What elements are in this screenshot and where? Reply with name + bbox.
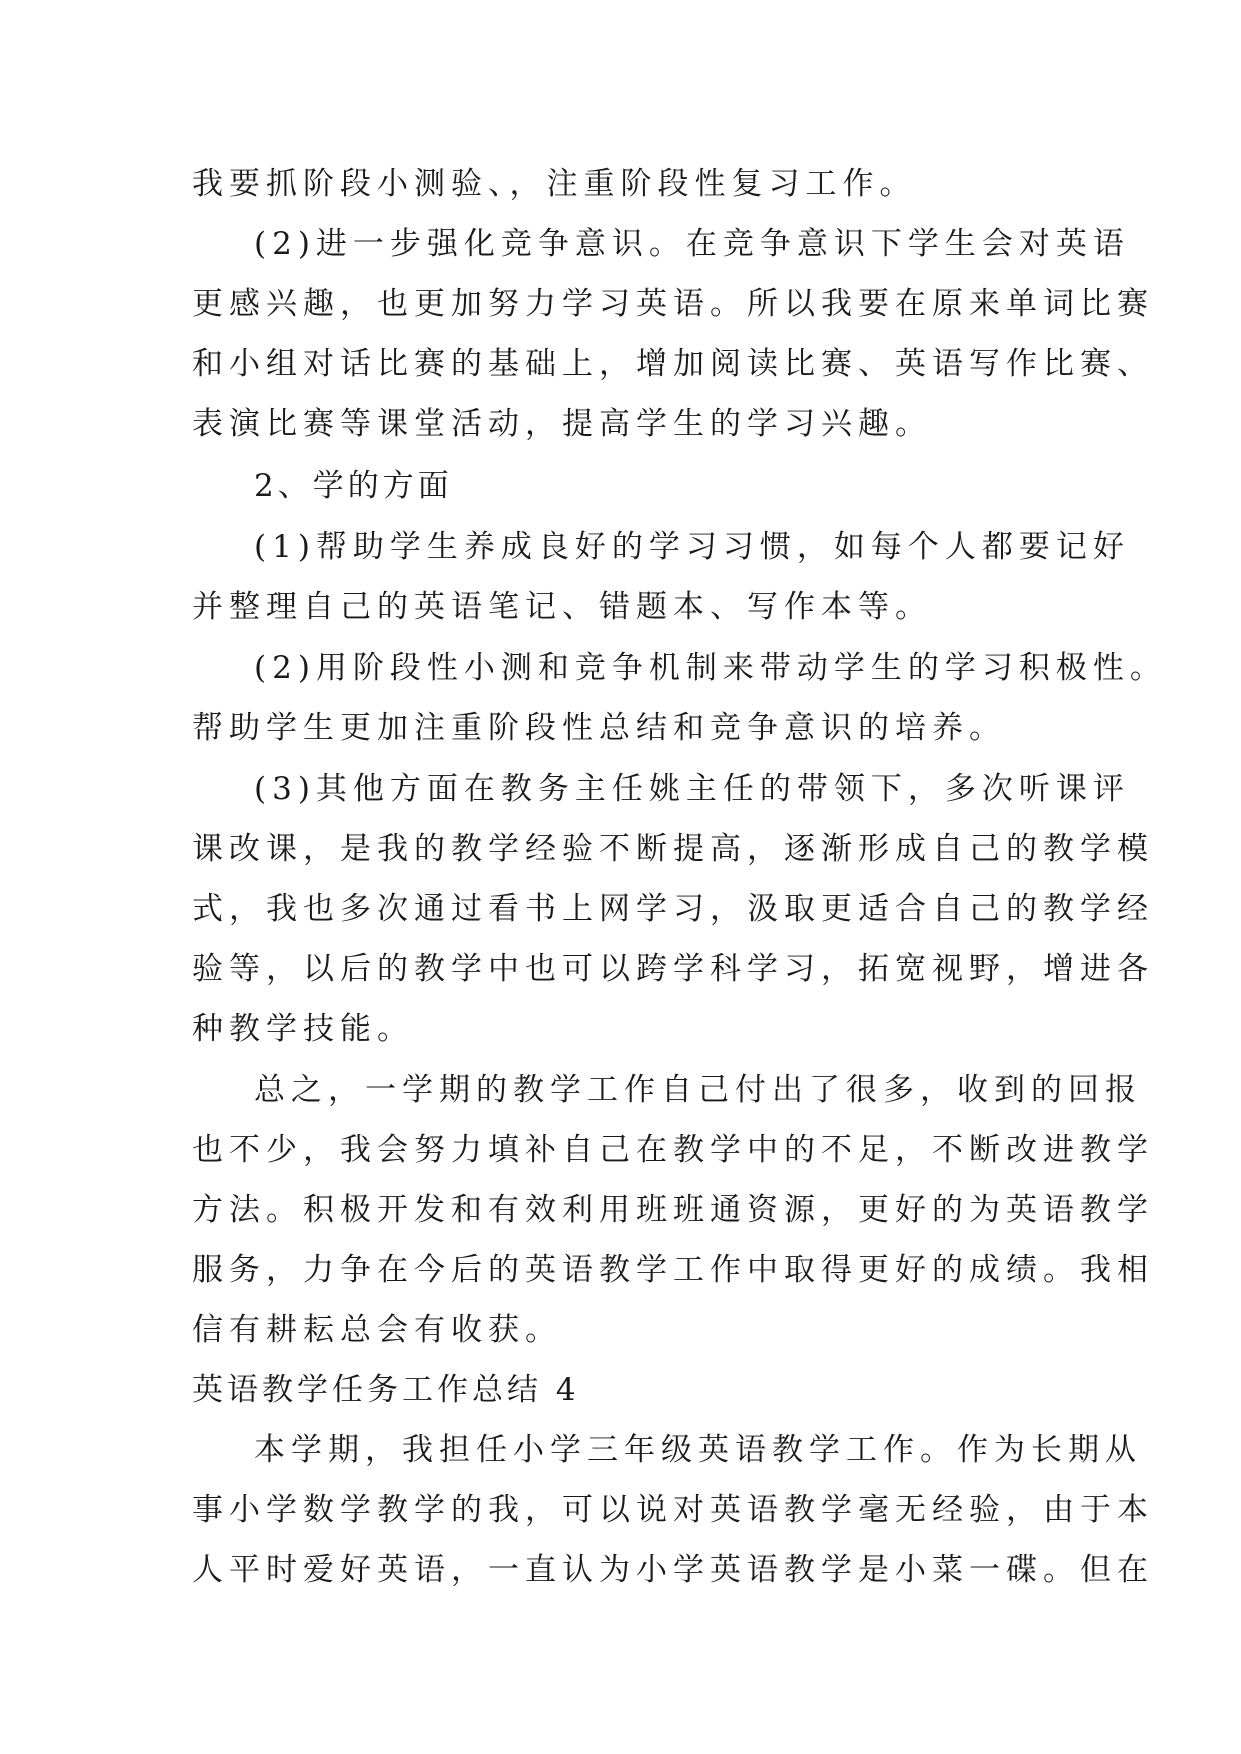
text-line: (3)其他方面在教务主任姚主任的带领下，多次听课评 (254, 771, 1130, 807)
text-line: (2)进一步强化竞争意识。在竞争意识下学生会对英语 (254, 226, 1130, 262)
text-line: 也不少，我会努力填补自己在教学中的不足，不断改进教学 (192, 1132, 1154, 1168)
text-line: 方法。积极开发和有效利用班班通资源，更好的为英语教学 (192, 1192, 1154, 1228)
text-line: 式，我也多次通过看书上网学习，汲取更适合自己的教学经 (192, 891, 1154, 927)
text-line: 人平时爱好英语，一直认为小学英语教学是小菜一碟。但在 (192, 1552, 1154, 1588)
section-heading: 2、学的方面 (254, 468, 453, 504)
text-line: 我要抓阶段小测验、，注重阶段性复习工作。 (192, 166, 917, 202)
section-title: 英语教学任务工作总结 4 (192, 1372, 580, 1408)
text-line: 种教学技能。 (192, 1011, 414, 1047)
text-line: (2)用阶段性小测和竞争机制来带动学生的学习积极性。 (254, 650, 1167, 686)
text-line: 表演比赛等课堂活动，提高学生的学习兴趣。 (192, 406, 932, 442)
text-line: 验等，以后的教学中也可以跨学科学习，拓宽视野，增进各 (192, 951, 1154, 987)
text-line: 总之，一学期的教学工作自己付出了很多，收到的回报 (254, 1072, 1142, 1108)
text-line: 和小组对话比赛的基础上，增加阅读比赛、英语写作比赛、 (192, 346, 1154, 382)
text-line: 更感兴趣，也更加努力学习英语。所以我要在原来单词比赛 (192, 286, 1154, 322)
text-line: 事小学数学教学的我，可以说对英语教学毫无经验，由于本 (192, 1492, 1154, 1528)
text-line: 服务，力争在今后的英语教学工作中取得更好的成绩。我相 (192, 1252, 1154, 1288)
text-line: (1)帮助学生养成良好的学习习惯，如每个人都要记好 (254, 529, 1130, 565)
text-line: 信有耕耘总会有收获。 (192, 1312, 562, 1348)
text-line: 课改课，是我的教学经验不断提高，逐渐形成自己的教学模 (192, 831, 1154, 867)
text-line: 本学期，我担任小学三年级英语教学工作。作为长期从 (254, 1432, 1142, 1468)
text-line: 并整理自己的英语笔记、错题本、写作本等。 (192, 589, 932, 625)
text-line: 帮助学生更加注重阶段性总结和竞争意识的培养。 (192, 710, 1006, 746)
